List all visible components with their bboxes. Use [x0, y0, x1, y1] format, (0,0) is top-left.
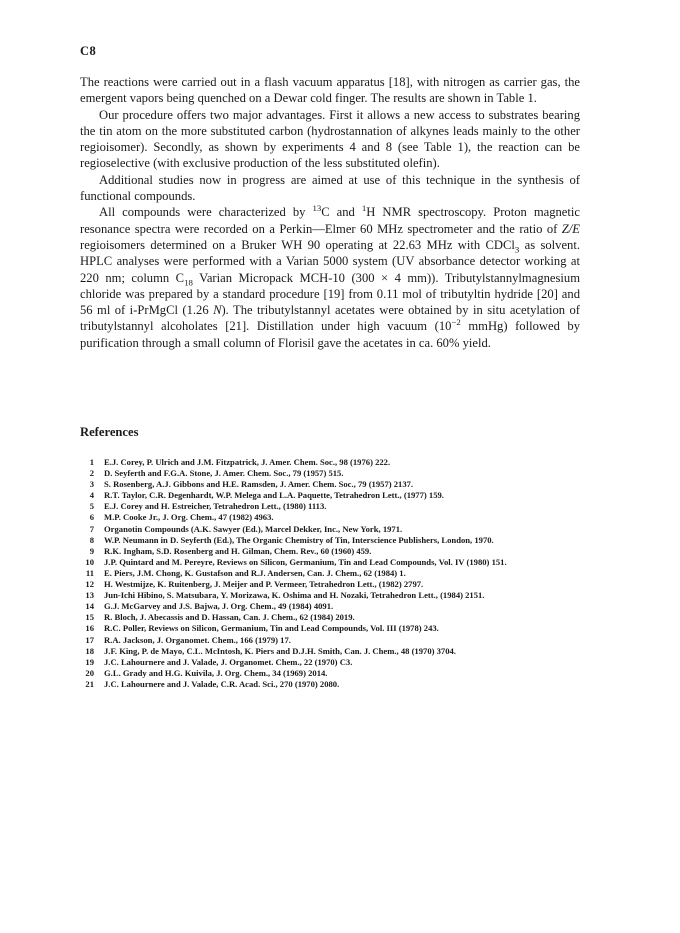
reference-item — [80, 646, 590, 657]
reference-text: J.P. Quintard and M. Pereyre, Reviews on Silicon, Germanium, Tin and Lead Compounds, Vol. IV (1980) 151. — [104, 556, 507, 567]
reference-text: R. Bloch, J. Abecassis and D. Hassan, Can. J. Chem., 62 (1984) 2019. — [104, 612, 355, 623]
reference-number: 9 — [89, 545, 94, 556]
body-text — [80, 74, 580, 351]
reference-number: 2 — [89, 468, 94, 479]
reference-number: 4 — [89, 490, 94, 501]
superscript: −2 — [451, 317, 461, 328]
reference-text: D. Seyferth and F.G.A. Stone, J. Amer. Chem. Soc., 79 (1957) 515. — [104, 468, 344, 479]
reference-text: R.A. Jackson, J. Organomet. Chem., 166 (1979) 17. — [104, 634, 291, 645]
reference-text: R.C. Poller, Reviews on Silicon, Germanium, Tin and Lead Compounds, Vol. III (1978) 243. — [104, 623, 439, 634]
reference-text: E.J. Corey and H. Estreicher, Tetrahedron Lett., (1980) 1113. — [104, 501, 327, 512]
reference-number: 1 — [89, 457, 94, 467]
reference-item — [80, 557, 590, 568]
reference-item — [80, 657, 590, 668]
reference-number: 14 — [85, 601, 94, 612]
superscript: 1 — [361, 203, 367, 214]
reference-item — [80, 612, 590, 623]
paragraph — [80, 204, 580, 351]
reference-text: Jun-Ichi Hibino, S. Matsubara, Y. Morizawa, K. Oshima and H. Nozaki, Tetrahedron Lett., (1984) 2151. — [104, 590, 485, 601]
reference-item — [80, 501, 590, 512]
reference-number: 16 — [85, 623, 94, 634]
reference-item — [80, 524, 590, 535]
superscript: 13 — [312, 203, 322, 214]
text-run: Additional studies now in progress are aimed at use of this technique in the synthesis of functional compounds. — [80, 172, 580, 204]
reference-number: 13 — [85, 590, 94, 601]
reference-text: R.T. Taylor, C.R. Degenhardt, W.P. Melega and L.A. Paquette, Tetrahedron Lett., (1977) 159. — [104, 490, 444, 501]
reference-number: 15 — [85, 612, 94, 623]
reference-number: 6 — [89, 512, 94, 523]
text-run: H NMR spectroscopy. Proton magnetic resonance spectra were recorded on a Perkin—Elmer 60 MHz spectrometer and the ratio of — [80, 205, 580, 236]
reference-item — [80, 579, 590, 590]
reference-item — [80, 601, 590, 612]
text-run: The reactions were carried out in a flash vacuum apparatus [18], with nitrogen as carrier gas, the emergent vapors being quenched on a Dewar cold finger. The results are shown in Table 1. — [80, 75, 580, 106]
reference-item — [80, 490, 590, 501]
reference-number: 8 — [89, 534, 94, 545]
reference-item — [80, 512, 590, 523]
reference-item — [80, 468, 590, 479]
reference-text: J.C. Lahournere and J. Valade, C.R. Acad. Sci., 270 (1970) 2080. — [104, 678, 340, 689]
text-run: as solvent. HPLC analyses were performed with a Varian 5000 system (UV absorbance detector working at 220 nm; column C — [80, 237, 580, 285]
reference-number: 11 — [85, 567, 94, 578]
page-number: C8 — [80, 44, 97, 58]
text-run: C and — [321, 205, 362, 220]
reference-number: 18 — [85, 645, 94, 656]
reference-item — [80, 635, 590, 646]
text-run: All compounds were characterized by — [99, 205, 313, 220]
reference-number: 5 — [89, 501, 94, 512]
reference-item — [80, 479, 590, 490]
reference-number: 21 — [85, 678, 94, 689]
reference-item — [80, 457, 590, 468]
reference-item — [80, 546, 590, 557]
reference-text: W.P. Neumann in D. Seyferth (Ed.), The Organic Chemistry of Tin, Interscience Publishers, London, 1970. — [104, 534, 494, 545]
reference-list — [80, 457, 590, 690]
reference-text: Organotin Compounds (A.K. Sawyer (Ed.), Marcel Dekker, Inc., New York, 1971. — [104, 523, 403, 534]
subscript: 18 — [184, 277, 193, 288]
text-run: regioisomers determined on a Bruker WH 90 operating at 22.63 MHz with CDCl — [80, 237, 515, 252]
references-heading: References — [80, 425, 139, 439]
text-run: mmHg) followed by purification through a small column of Florisil gave the acetates in ca. 60% yield. — [80, 319, 580, 350]
reference-item — [80, 590, 590, 601]
reference-number: 7 — [89, 523, 94, 534]
reference-number: 19 — [85, 656, 94, 667]
reference-number: 17 — [85, 634, 94, 645]
paragraph — [80, 74, 580, 107]
subscript: 3 — [514, 244, 520, 255]
reference-text: M.P. Cooke Jr., J. Org. Chem., 47 (1982) 4963. — [104, 512, 274, 523]
reference-text: E.J. Corey, P. Ulrich and J.M. Fitzpatrick, J. Amer. Chem. Soc., 98 (1976) 222. — [104, 457, 391, 467]
reference-item — [80, 535, 590, 546]
reference-item — [80, 679, 590, 690]
reference-number: 12 — [85, 579, 94, 590]
reference-item — [80, 668, 590, 679]
reference-text: S. Rosenberg, A.J. Gibbons and H.E. Ramsden, J. Amer. Chem. Soc., 79 (1957) 2137. — [104, 479, 414, 490]
paragraph — [80, 107, 580, 172]
reference-number: 20 — [85, 667, 94, 678]
reference-text: H. Westmijze, K. Ruitenberg, J. Meijer and P. Vermeer, Tetrahedron Lett., (1982) 2797. — [104, 579, 424, 590]
reference-text: G.L. Grady and H.G. Kuivila, J. Org. Chem., 34 (1969) 2014. — [104, 667, 328, 678]
italic-text: Z/E — [561, 221, 580, 236]
reference-text: R.K. Ingham, S.D. Rosenberg and H. Gilman, Chem. Rev., 60 (1960) 459. — [104, 545, 372, 556]
paragraph — [80, 172, 580, 205]
text-run: Varian Micropack MCH-10 (300 × 4 mm)). Tributylstannylmagnesium chloride was prepared by a standard procedure [19] from 0.11 mol of tributyltin hydride [20] and 56 ml of i-PrMgCl (1.26 — [80, 270, 580, 318]
text-run: Our procedure offers two major advantages. First it allows a new access to substrates bearing the tin atom on the more substituted carbon (hydrostannation of alkynes leads mainly to the other regioisomer). Secondly, as shown by experiments 4 and 8 (see Table 1), the reaction can be regioselective (with exclusive production of the less substituted olefin). — [80, 107, 580, 171]
text-run: ). The tributylstannyl acetates were obtained by in situ acetylation of tributylstannyl alcoholates [21]. Distillation under high vacuum (10 — [80, 303, 580, 334]
italic-text: N — [213, 303, 222, 318]
reference-text: J.C. Lahournere and J. Valade, J. Organomet. Chem., 22 (1970) C3. — [104, 656, 353, 667]
reference-number: 3 — [89, 479, 94, 490]
reference-item — [80, 568, 590, 579]
reference-number: 10 — [85, 556, 94, 567]
reference-text: G.J. McGarvey and J.S. Bajwa, J. Org. Chem., 49 (1984) 4091. — [104, 601, 334, 612]
reference-item — [80, 623, 590, 634]
reference-text: J.F. King, P. de Mayo, C.L. McIntosh, K. Piers and D.J.H. Smith, Can. J. Chem., 48 (1970) 3704. — [104, 645, 456, 656]
reference-text: E. Piers, J.M. Chong, K. Gustafson and R.J. Andersen, Can. J. Chem., 62 (1984) 1. — [104, 567, 406, 578]
